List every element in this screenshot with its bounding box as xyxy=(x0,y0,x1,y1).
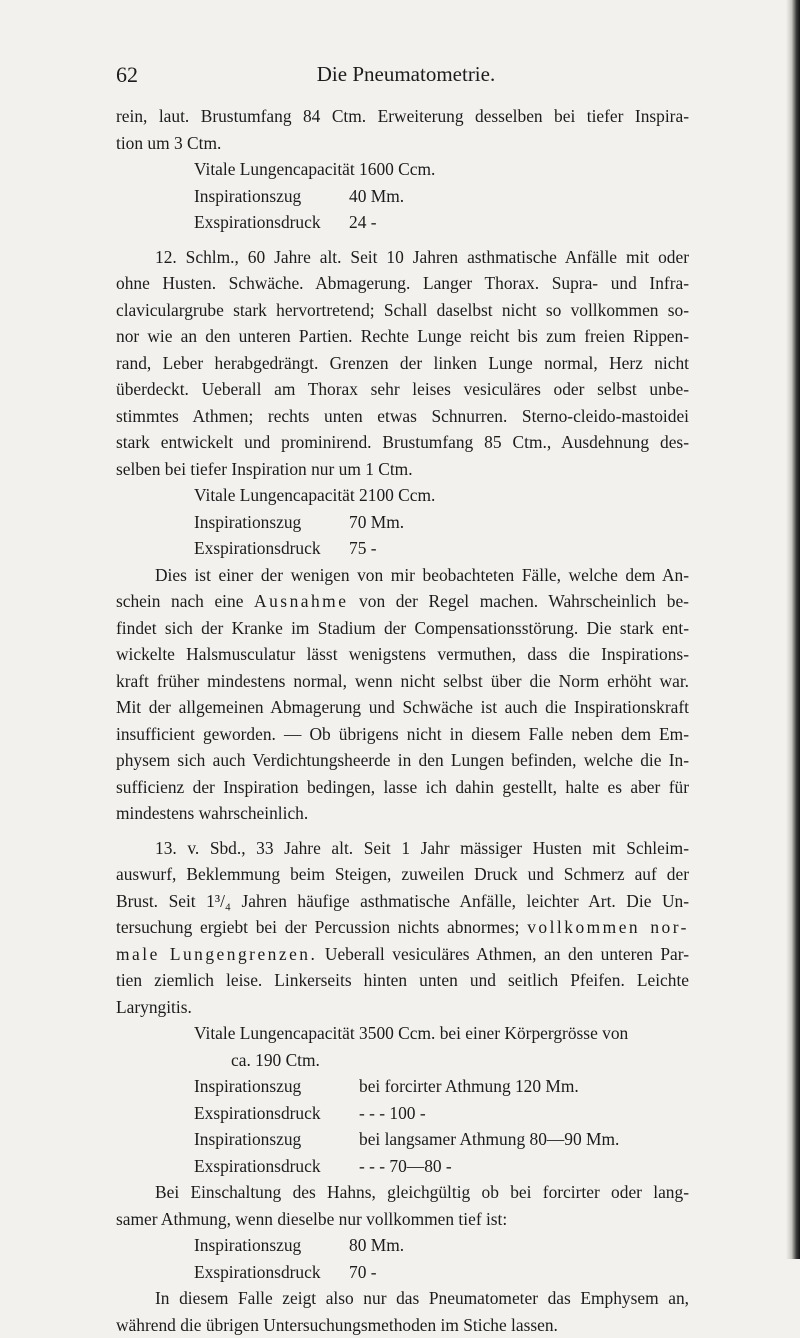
page-header xyxy=(116,50,696,90)
measurement-label: Inspirationszug xyxy=(194,1232,349,1259)
text-line: Mit der allgemeinen Abmagerung und Schwäche ist auch die Inspirationskraft xyxy=(116,694,689,721)
measurement-value: 40 Mm. xyxy=(349,186,404,206)
measurement-value: 80 Mm. xyxy=(349,1235,404,1255)
spaced-emphasis: vollkommen nor- xyxy=(527,917,689,937)
measurement-line: ca. 190 Ctm. xyxy=(116,1047,689,1074)
page-body xyxy=(116,103,689,1338)
text-line: tersuchung ergiebt bei der Percussion nichts abnormes; vollkommen nor- xyxy=(116,914,689,941)
measurement-line xyxy=(116,1073,689,1100)
spaced-emphasis: Ausnahme xyxy=(254,591,348,611)
text-line: selben bei tiefer Inspiration nur um 1 Ctm. xyxy=(116,456,689,483)
text-line: überdeckt. Ueberall am Thorax sehr leises vesiculäres oder selbst unbe- xyxy=(116,376,689,403)
measurement-label: Inspirationszug xyxy=(194,1126,359,1153)
text-line: Bei Einschaltung des Hahns, gleichgültig ob bei forcirter oder lang- xyxy=(116,1179,689,1206)
case-paragraph-line: 12. Schlm., 60 Jahre alt. Seit 10 Jahren asthmatische Anfälle mit oder xyxy=(116,244,689,271)
text-line: Dies ist einer der wenigen von mir beobachteten Fälle, welche dem An- xyxy=(116,562,689,589)
text-line: claviculargrube stark hervortretend; Schall daselbst nicht so vollkommen so- xyxy=(116,297,689,324)
measurement-value: 70 - xyxy=(349,1262,377,1282)
text-line: findet sich der Kranke im Stadium der Compensationsstörung. Die stark ent- xyxy=(116,615,689,642)
measurement-line xyxy=(116,183,689,210)
running-title: Die Pneumatometrie. xyxy=(116,62,696,87)
case-paragraph-line: 13. v. Sbd., 33 Jahre alt. Seit 1 Jahr mässiger Husten mit Schleim- xyxy=(116,835,689,862)
text-line: während die übrigen Untersuchungsmethoden im Stiche lassen. xyxy=(116,1312,689,1338)
text-line: tien ziemlich leise. Linkerseits hinten unten und seitlich Pfeifen. Leichte xyxy=(116,967,689,994)
measurement-line: Vitale Lungencapacität 1600 Ccm. xyxy=(116,156,689,183)
text-line: nor wie an den unteren Partien. Rechte Lunge reicht bis zum freien Rippen- xyxy=(116,323,689,350)
text-line: schein nach eine Ausnahme von der Regel machen. Wahrscheinlich be- xyxy=(116,588,689,615)
text-line: auswurf, Beklemmung beim Steigen, zuweilen Druck und Schmerz auf der xyxy=(116,861,689,888)
page-number: 62 xyxy=(116,62,138,88)
text-line: Brust. Seit 1³/₄ Jahren häufige asthmatische Anfälle, leichter Art. Die Un- xyxy=(116,888,689,915)
measurement-label: Exspirationsdruck xyxy=(194,209,349,236)
text-line: mindestens wahrscheinlich. xyxy=(116,800,689,827)
measurement-line xyxy=(116,1232,689,1259)
text-line: male Lungengrenzen. Ueberall vesiculäres Athmen, an den unteren Par- xyxy=(116,941,689,968)
text-line: In diesem Falle zeigt also nur das Pneumatometer das Emphysem an, xyxy=(116,1285,689,1312)
measurement-label: Exspirationsdruck xyxy=(194,1100,359,1127)
measurement-value: bei forcirter Athmung 120 Mm. xyxy=(359,1076,579,1096)
measurement-value: bei langsamer Athmung 80—90 Mm. xyxy=(359,1129,619,1149)
measurement-line xyxy=(116,535,689,562)
book-gutter-shadow xyxy=(786,0,800,1259)
text-line: wickelte Halsmusculatur lässt wenigstens vermuthen, dass die Inspirations- xyxy=(116,641,689,668)
text-line: ohne Husten. Schwäche. Abmagerung. Langer Thorax. Supra- und Infra- xyxy=(116,270,689,297)
text-line: rand, Leber herabgedrängt. Grenzen der linken Lunge normal, Herz nicht xyxy=(116,350,689,377)
measurement-value: - - - 100 - xyxy=(359,1103,426,1123)
measurement-line: Vitale Lungencapacität 3500 Ccm. bei einer Körpergrösse von xyxy=(116,1020,689,1047)
text-line: Laryngitis. xyxy=(116,994,689,1021)
measurement-line xyxy=(116,1153,689,1180)
spaced-emphasis: male Lungengrenzen. xyxy=(116,944,317,964)
text-line: rein, laut. Brustumfang 84 Ctm. Erweiterung desselben bei tiefer Inspira- xyxy=(116,103,689,130)
measurement-line xyxy=(116,509,689,536)
text-line: tion um 3 Ctm. xyxy=(116,130,689,157)
measurement-label: Exspirationsdruck xyxy=(194,1259,349,1286)
text-line: stark entwickelt und prominirend. Brustumfang 85 Ctm., Ausdehnung des- xyxy=(116,429,689,456)
measurement-value: 70 Mm. xyxy=(349,512,404,532)
measurement-label: Inspirationszug xyxy=(194,183,349,210)
measurement-line: Vitale Lungencapacität 2100 Ccm. xyxy=(116,482,689,509)
text-line: samer Athmung, wenn dieselbe nur vollkommen tief ist: xyxy=(116,1206,689,1233)
measurement-line xyxy=(116,1126,689,1153)
measurement-value: 75 - xyxy=(349,538,377,558)
text-line: stimmtes Athmen; rechts unten etwas Schnurren. Sterno-cleido-mastoidei xyxy=(116,403,689,430)
text-line: sufficienz der Inspiration bedingen, lasse ich dahin gestellt, halte es aber für xyxy=(116,774,689,801)
measurement-label: Exspirationsdruck xyxy=(194,535,349,562)
text-line: physem sich auch Verdichtungsheerde in den Lungen befinden, welche die In- xyxy=(116,747,689,774)
text-line: kraft früher mindestens normal, wenn nicht selbst über die Norm erhöht war. xyxy=(116,668,689,695)
measurement-value: 24 - xyxy=(349,212,377,232)
measurement-label: Exspirationsdruck xyxy=(194,1153,359,1180)
measurement-line xyxy=(116,209,689,236)
measurement-label: Inspirationszug xyxy=(194,509,349,536)
measurement-line xyxy=(116,1100,689,1127)
text-line: insufficient geworden. — Ob übrigens nicht in diesem Falle neben dem Em- xyxy=(116,721,689,748)
measurement-label: Inspirationszug xyxy=(194,1073,359,1100)
measurement-value: - - - 70—80 - xyxy=(359,1156,452,1176)
measurement-line xyxy=(116,1259,689,1286)
